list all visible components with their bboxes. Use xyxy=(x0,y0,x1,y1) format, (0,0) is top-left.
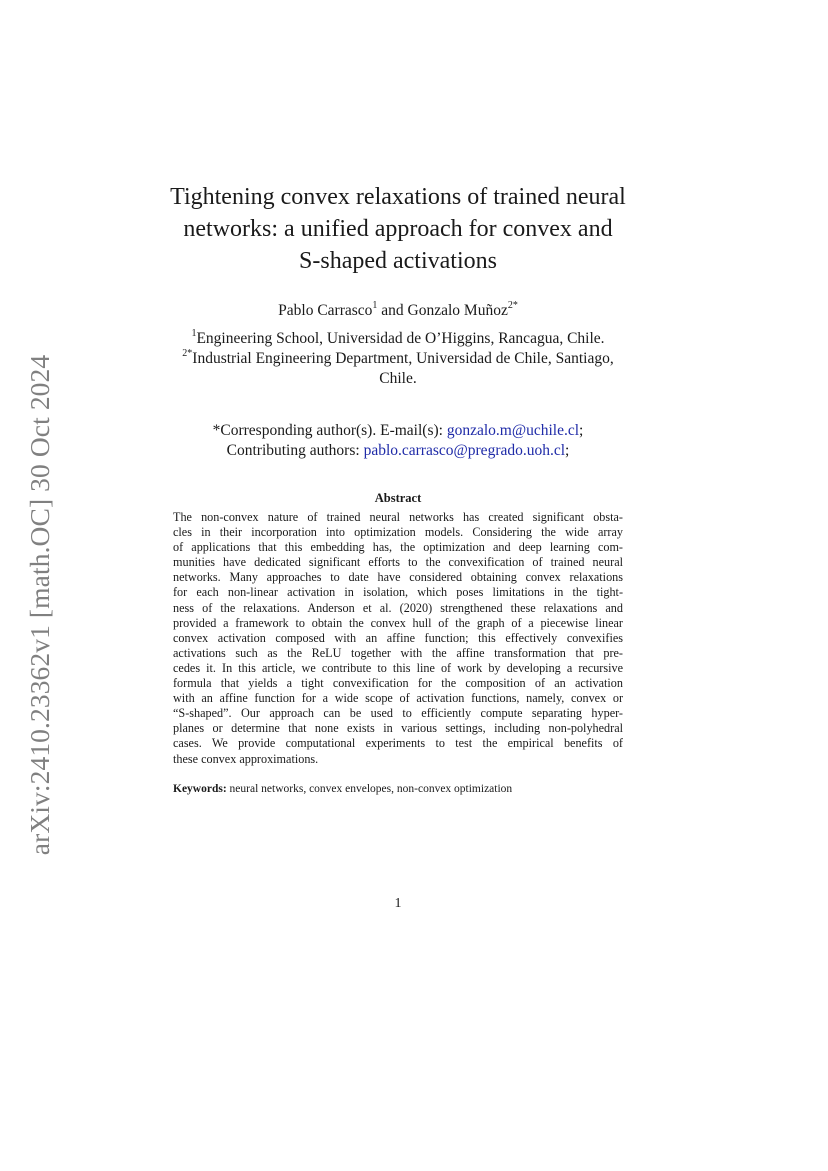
affiliation-1-text: Engineering School, Universidad de O’Higgins, Rancagua, Chile. xyxy=(196,330,605,347)
contributing-authors-label: Contributing authors: xyxy=(226,442,364,459)
abstract-line: of applications that this embedding has, the optimization and deep learning com- xyxy=(173,540,623,555)
author-1-affiliation-marker: 1 xyxy=(372,299,378,311)
corresponding-semicolon: ; xyxy=(579,422,584,439)
corresponding-author-line xyxy=(150,421,646,441)
affiliation-1-marker: 1 xyxy=(191,327,197,339)
contributing-authors-line xyxy=(150,441,646,461)
page-number: 1 xyxy=(394,896,402,911)
affiliation-2-marker: 2* xyxy=(182,347,193,359)
contributing-semicolon: ; xyxy=(565,442,570,459)
abstract-line: provided a framework to obtain the convex hull of the graph of a piecewise linear xyxy=(173,615,623,630)
title-line-3: S-shaped activations xyxy=(299,248,497,274)
arxiv-identifier-text: arXiv:2410.23362v1 [math.OC] 30 Oct 2024 xyxy=(24,354,55,856)
keywords-label: Keywords: xyxy=(173,783,227,795)
affiliation-2-continuation: Chile. xyxy=(379,370,417,387)
author-connector: and xyxy=(377,302,408,319)
abstract-line: ness of the relaxations. Anderson et al. (2020) strengthened these relaxations and xyxy=(173,600,623,615)
abstract-line: convex activation composed with an affine function; this effectively convexifies xyxy=(173,630,623,645)
title-line-1: Tightening convex relaxations of trained neural xyxy=(170,184,626,210)
affiliation-2 xyxy=(150,349,646,369)
abstract-heading: Abstract xyxy=(374,491,422,505)
abstract-line: these convex approximations. xyxy=(173,751,319,766)
abstract-line: “S-shaped”. Our approach can be used to efficiently compute separating hyper- xyxy=(173,706,623,721)
paper-title xyxy=(140,181,656,277)
author-name-2: Gonzalo Muñoz xyxy=(407,302,508,319)
title-line-2: networks: a unified approach for convex and xyxy=(183,216,613,242)
abstract-line: The non-convex nature of trained neural networks has created significant obsta- xyxy=(173,510,623,524)
abstract-line: with an affine function for a wide scope of activation functions, namely, convex or xyxy=(173,691,623,706)
abstract-line: cles in their incorporation into optimization models. Considering the wide array xyxy=(173,525,623,540)
affiliation-1 xyxy=(150,329,646,349)
abstract-line: cedes it. In this article, we contribute to this line of work by developing a recursive xyxy=(173,660,623,675)
abstract-line: for each non-linear activation in isolation, which poses limitations in the tight- xyxy=(173,585,623,600)
corresponding-email-link[interactable]: gonzalo.m@uchile.cl xyxy=(446,422,580,439)
abstract-line: networks. Many approaches to date have considered obtaining convex relaxations xyxy=(173,570,623,585)
abstract-line: cases. We provide computational experiments to test the empirical benefits of xyxy=(173,736,623,751)
abstract-line: planes or determine that none exists in various settings, including non-polyhedral xyxy=(173,721,623,736)
contributing-email-link[interactable]: pablo.carrasco@pregrado.uoh.cl xyxy=(363,442,566,459)
contact-block xyxy=(150,421,646,461)
abstract-line: activations such as the ReLU together with the affine transformation that pre- xyxy=(173,645,623,660)
affiliation-list xyxy=(150,329,646,389)
keywords-text: neural networks, convex envelopes, non-convex optimization xyxy=(226,783,513,795)
affiliation-2-text: Industrial Engineering Department, Universidad de Chile, Santiago, xyxy=(192,350,614,367)
keywords-line xyxy=(173,782,623,797)
corresponding-author-label: *Corresponding author(s). E-mail(s): xyxy=(212,422,447,439)
abstract-line: munities have dedicated significant efforts to the convexification of trained neural xyxy=(173,555,623,570)
author-2-affiliation-marker: 2* xyxy=(507,299,518,311)
author-name-1: Pablo Carrasco xyxy=(278,302,373,319)
abstract-line: formula that yields a tight convexification for the composition of an activation xyxy=(173,676,623,691)
abstract-body xyxy=(173,510,623,767)
arxiv-identifier-stamp xyxy=(16,348,64,862)
author-list xyxy=(170,301,626,321)
